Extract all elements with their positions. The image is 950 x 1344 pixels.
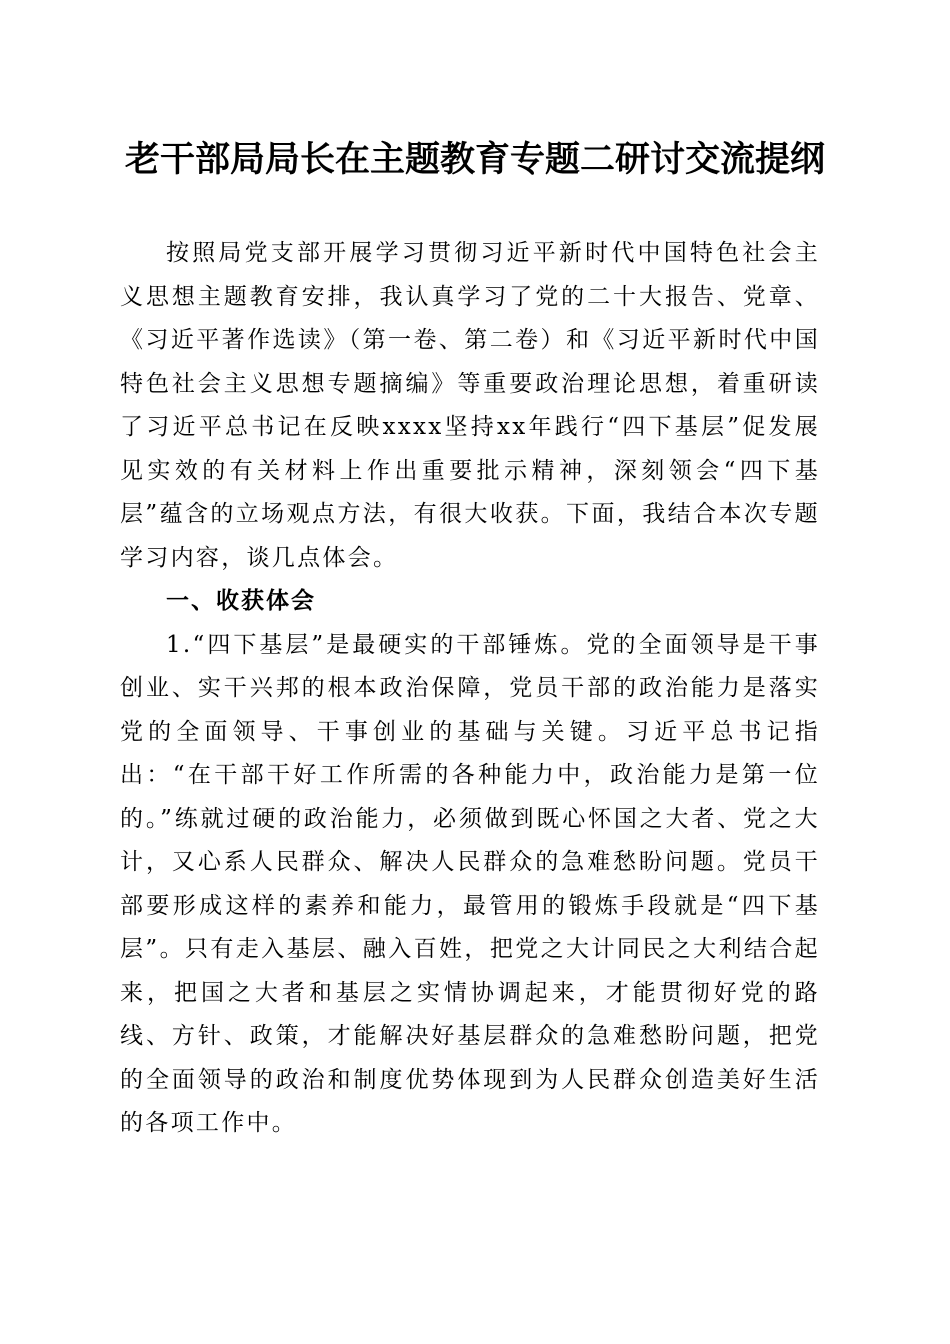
- document-title: 老干部局局长在主题教育专题二研讨交流提纲: [124, 139, 825, 180]
- point-1-paragraph: 1.“四下基层”是最硬实的干部锤炼。党的全面领导是干事创业、实干兴邦的根本政治保障，党员干部的政治能力是落实党的全面领导、干事创业的基础与关键。习近平总书记指出：“在干部干好工作所需的各种能力中，政治能力是第一位的。”练就过硬的政治能力，必须做到既心怀国之大者、党之大计，又心系人民群众、解决人民群众的急难愁盼问题。党员干部要形成这样的素养和能力，最管用的锻炼手段就是“四下基层”。只有走入基层、融入百姓，把党之大计同民之大利结合起来，把国之大者和基层之实情协调起来，才能贯彻好党的路线、方针、政策，才能解决好基层群众的急难愁盼问题，把党的全面领导的政治和制度优势体现到为人民群众创造美好生活的各项工作中。: [120, 631, 820, 1136]
- section-heading-harvest: 一、收获体会: [166, 588, 316, 614]
- document-body: [120, 232, 820, 1146]
- intro-paragraph: 按照局党支部开展学习贯彻习近平新时代中国特色社会主义思想主题教育安排，我认真学习了党的二十大报告、党章、《习近平著作选读》（第一卷、第二卷）和《习近平新时代中国特色社会主义思想专题摘编》等重要政治理论思想，着重研读了习近平总书记在反映xxxx坚持xx年践行“四下基层”促发展见实效的有关材料上作出重要批示精神，深刻领会“四下基层”蕴含的立场观点方法，有很大收获。下面，我结合本次专题学习内容，谈几点体会。: [120, 240, 820, 571]
